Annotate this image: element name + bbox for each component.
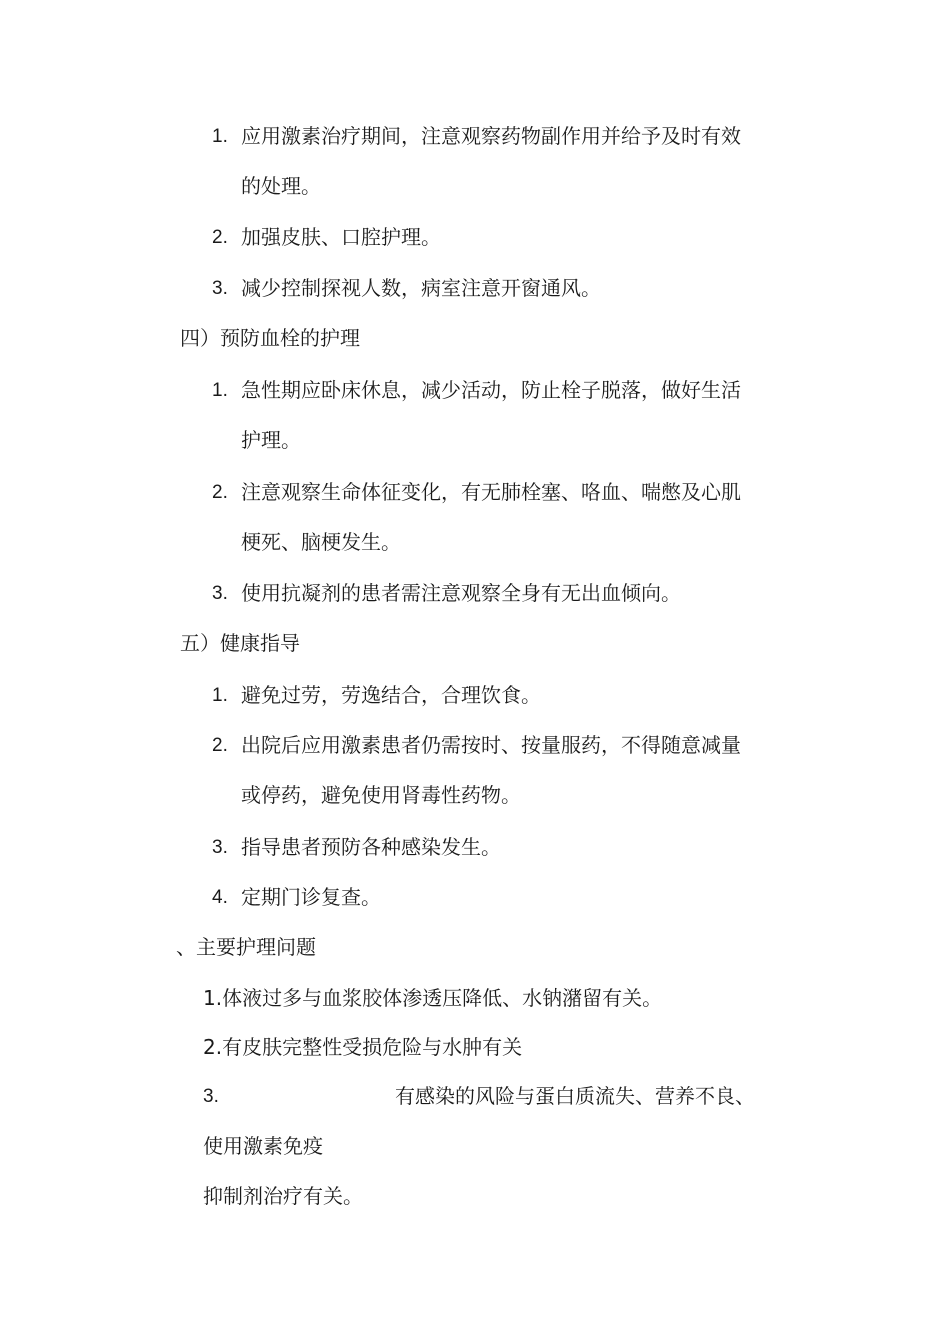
list-number: 1. bbox=[212, 685, 228, 706]
list-item-text: 使用抗凝剂的患者需注意观察全身有无出血倾向。 bbox=[241, 581, 681, 605]
section-heading: 五）健康指导 bbox=[180, 631, 300, 655]
problem-item-cont: 使用激素免疫 bbox=[203, 1134, 323, 1158]
problem-item: 1.体液过多与血浆胶体渗透压降低、水钠潴留有关。 bbox=[203, 986, 663, 1010]
list-item-text-cont: 护理。 bbox=[241, 428, 301, 452]
list-number: 3. bbox=[203, 1086, 219, 1107]
list-item-text: 指导患者预防各种感染发生。 bbox=[241, 835, 501, 859]
list-item-text: 加强皮肤、口腔护理。 bbox=[241, 225, 441, 249]
list-number: 2. bbox=[212, 227, 228, 248]
list-item-text: 应用激素治疗期间，注意观察药物副作用并给予及时有效 bbox=[241, 124, 741, 148]
list-number: 4. bbox=[212, 887, 228, 908]
list-number: 1. bbox=[212, 380, 228, 401]
problem-item-cont: 抑制剂治疗有关。 bbox=[203, 1184, 363, 1208]
list-item-text: 定期门诊复查。 bbox=[241, 885, 381, 909]
list-number: 3. bbox=[212, 278, 228, 299]
problem-item: 有感染的风险与蛋白质流失、营养不良、 bbox=[395, 1084, 755, 1108]
list-number: 3. bbox=[212, 583, 228, 604]
list-item-text-cont: 或停药，避免使用肾毒性药物。 bbox=[241, 783, 521, 807]
list-number: 3. bbox=[212, 837, 228, 858]
list-item-text: 避免过劳，劳逸结合，合理饮食。 bbox=[241, 683, 541, 707]
list-number: 2. bbox=[212, 482, 228, 503]
list-number: 2. bbox=[212, 735, 228, 756]
list-item-text: 急性期应卧床休息，减少活动，防止栓子脱落，做好生活 bbox=[241, 378, 741, 402]
list-item-text: 出院后应用激素患者仍需按时、按量服药，不得随意减量 bbox=[241, 733, 741, 757]
list-item-text: 注意观察生命体征变化，有无肺栓塞、咯血、喘憋及心肌 bbox=[241, 480, 741, 504]
list-item-text-cont: 的处理。 bbox=[241, 174, 321, 198]
problem-item: 2.有皮肤完整性受损危险与水肿有关 bbox=[203, 1035, 523, 1059]
list-item-text: 减少控制探视人数，病室注意开窗通风。 bbox=[241, 276, 601, 300]
list-item-text-cont: 梗死、脑梗发生。 bbox=[241, 530, 401, 554]
section-heading: 、主要护理问题 bbox=[176, 935, 316, 959]
list-number: 1. bbox=[212, 126, 228, 147]
section-heading: 四）预防血栓的护理 bbox=[180, 326, 360, 350]
